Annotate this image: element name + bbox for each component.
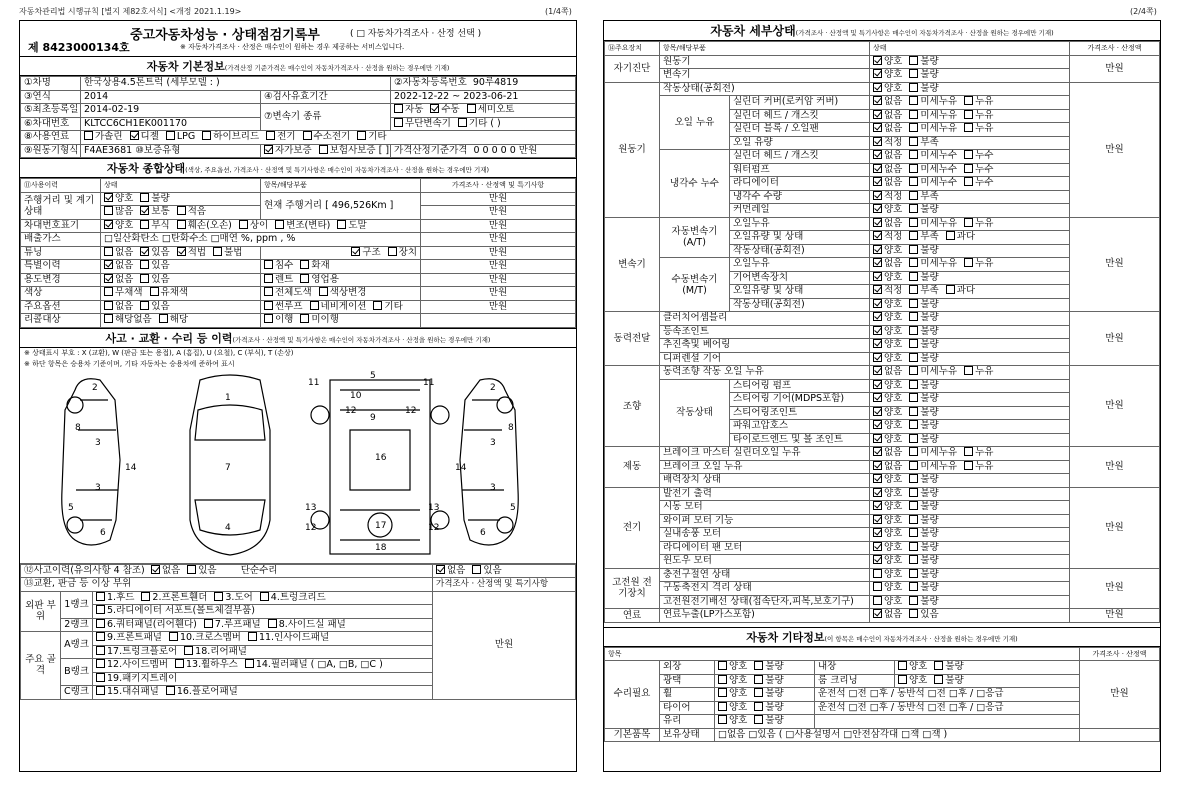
svg-text:5: 5: [68, 502, 74, 513]
svg-text:6: 6: [480, 527, 486, 538]
status-checkbox: [909, 56, 918, 65]
detail-row: [605, 447, 1160, 461]
etc-title: 자동차 기타정보(이 항목은 매수인이 자동차가격조사 · 산정을 원하는 경우에만 기재): [604, 627, 1160, 647]
basic-info-title: 자동차 기본정보(가격산정 기준가격은 매수인이 자동차가격조사 · 산정을 원하는 경우에만 기재): [20, 57, 576, 76]
detail-status: 없음 미세누유 누유: [870, 109, 1070, 123]
summary-table: ⑪사용이력 상태 항목/해당부품 가격조사 · 산정액 및 특기사항 주행거리 및 계기상태 양호 불량 현재 주행거리 [ 496,526Km ] 만원 많음 보통 적음 만원 차대번호표기 양호 부식 훼손(오손) 상이 변조(변타) 도말 만원 배출가스 □일산화탄소 □탄화수소 □매연 %, ppm , % 만원 튜닝 없음 있음 적법 불법 구조 장치 만원 특별이력 없음 있음 침수 화재 만원 용도변경 없음 있음 렌트 영업용 만원 색상 무채색 유채색 전체도색 색상변경 만원 주요옵션 없음 있음 썬루프 네비게이션 기타 만원 리콜대상 해당없음 해당 이행 미이행: [20, 178, 576, 328]
title-note: ※ 자동차가격조사 · 산정은 매수인이 원하는 경우 제공하는 서비스입니다.: [180, 43, 405, 51]
status-checkbox: [873, 285, 882, 294]
detail-item: 실린더 커버(로커암 커버): [730, 96, 870, 110]
car-diagram: [20, 370, 576, 564]
detail-category: 오일 누유: [660, 96, 730, 150]
status-checkbox: [909, 542, 918, 551]
detail-price: 만원: [1070, 312, 1160, 366]
svg-text:9: 9: [370, 412, 376, 423]
svg-text:8: 8: [75, 422, 81, 433]
detail-status: 없음 미세누수 누수: [870, 163, 1070, 177]
status-checkbox: [909, 191, 918, 200]
doc-number: 제 8423000134호: [28, 41, 130, 54]
status-checkbox: [873, 339, 882, 348]
status-checkbox: [873, 191, 882, 200]
detail-category: 수동변속기 (M/T): [660, 258, 730, 312]
detail-price: 만원: [1070, 568, 1160, 609]
svg-text:2: 2: [92, 382, 98, 393]
status-checkbox: [964, 366, 973, 375]
status-checkbox: [964, 218, 973, 227]
status-checkbox: [909, 69, 918, 78]
svg-text:3: 3: [95, 437, 101, 448]
status-checkbox: [909, 231, 918, 240]
detail-status: 양호 불량: [870, 568, 1070, 582]
status-checkbox: [964, 96, 973, 105]
svg-text:10: 10: [350, 390, 362, 401]
status-checkbox: [964, 110, 973, 119]
etc-row: 휠 양호 불량 운전석 □전 □후 / 동반석 □전 □후 / □응급: [605, 688, 1160, 702]
detail-table: ⑭주요장치 항목/해당부품 상태 가격조사 · 산정액 자기진단 원동기 양호 불량 만원 변속기 양호 불량 원동기 작동상태(공회전) 양호 불량 만원 오일 누유 실린더 커버(로커암 커버) 없음 미세누유 누유 실린더 헤드 / 개스킷 없음 미세누유 누유 실린더 블록 / 오일팬 없음 미세누유 누유 오일 유량 적정 부족 냉각수 누수 실린더 헤드 / 개스킷 없음 미세누수 누수 워터펌프 없음 미세누수 누수 라디에이터 없음 미세누수 누수 냉각수 수량 적정 부족 커먼레일 양호 불량 변속기 자동변속기 (A/T) 오일누유 없음 미세누유 누유 만원 오일유량 및 상태 적정 부족 과다 작동상태(공회전) 양호 불량 수동변속기 (M/T) 오일누유 없음 미세누유 누유 기어변속장치 양호 불량 오일유량 및 상태 적정 부족 과다 작동상태(공회전) 양호 불량 동력전달 클러치어셈블리 양호 불량 만원 등속조인트 양호 불량 추진축및 베어링 양호 불량 디퍼렌셜 기어 양호 불량 조향 동력조향 작동 오일 누유 없음 미세누유 누유 만원 작동상태 스티어링 펌프 양호 불량 스티어링 기어(MDPS포함) 양호 불량 스티어링조인트 양호 불량 파워고압호스 양호 불량 타이로드엔드 및 볼 조인트 양호 불량 제동 브레이크 마스터 실린더오일 누유 없음 미세누유 누유 만원 브레이크 오일 누유 없음 미세누유 누유 배력장치 상태 양호 불량 전기 발전기 출력 양호 불량 만원 시동 모터 양호 불량 와이퍼 모터 기능 양호 불량 실내송풍 모터 양호 불량 라디에이터 팬 모터 양호 불량 윈도우 모터 양호 불량 고전원 전기장치 충전구절연 상태 양호 불량 만원 구동축전지 격리 상태 양호 불량 고전원전기배선 상태(접속단자,피복,보호기구) 양호 불량 연료 연료누출(LP가스포함) 없음 있음 만원: [604, 41, 1160, 623]
detail-status: 양호 불량: [870, 582, 1070, 596]
detail-item: 클러치어셈블리: [660, 312, 870, 326]
svg-text:14: 14: [455, 462, 467, 473]
status-checkbox: [873, 83, 882, 92]
status-checkbox: [909, 555, 918, 564]
status-checkbox: [873, 380, 882, 389]
detail-row: [605, 487, 1160, 501]
svg-text:11: 11: [423, 377, 435, 388]
status-checkbox: [964, 258, 973, 267]
car-diagram-area: [20, 370, 576, 564]
status-checkbox: [909, 96, 918, 105]
status-checkbox: [909, 582, 918, 591]
detail-item: 냉각수 수량: [730, 190, 870, 204]
svg-text:3: 3: [95, 482, 101, 493]
detail-item: 고전원전기배선 상태(접속단자,피복,보호기구): [660, 595, 870, 609]
detail-price: 만원: [1070, 82, 1160, 217]
status-checkbox: [873, 312, 882, 321]
vin: KLTCC6CH1EK001170: [81, 117, 261, 131]
status-checkbox: [873, 596, 882, 605]
status-checkbox: [964, 164, 973, 173]
detail-item: 실린더 블록 / 오일팬: [730, 123, 870, 137]
detail-item: 추진축및 베어링: [660, 339, 870, 353]
group-name: 고전원 전기장치: [605, 568, 660, 609]
status-checkbox: [909, 528, 918, 537]
status-checkbox: [909, 312, 918, 321]
status-checkbox: [873, 218, 882, 227]
base-price: 0 0 0 0 0 만원: [473, 144, 538, 156]
status-checkbox: [909, 110, 918, 119]
status-checkbox: [909, 204, 918, 213]
page1-header: 자동차관리법 시행규칙 [별지 제82호서식] <개정 2021.1.19>: [19, 7, 242, 16]
svg-text:12: 12: [405, 405, 417, 416]
detail-item: 원동기: [660, 55, 870, 69]
odometer-value: 현재 주행거리 [ 496,526Km ]: [261, 192, 421, 219]
svg-text:5: 5: [510, 502, 516, 513]
status-checkbox: [873, 515, 882, 524]
doc-title: 중고자동차성능 · 상태점검기록부: [130, 28, 320, 43]
svg-text:12: 12: [428, 522, 440, 533]
detail-item: 와이퍼 모터 기능: [660, 514, 870, 528]
detail-row: [605, 366, 1160, 380]
status-checkbox: [909, 177, 918, 186]
detail-price: 만원: [1070, 609, 1160, 623]
status-checkbox: [909, 569, 918, 578]
detail-item: 충전구절연 상태: [660, 568, 870, 582]
status-checkbox: [873, 110, 882, 119]
detail-status: 양호 불량: [870, 595, 1070, 609]
year: 2014: [81, 90, 261, 104]
status-checkbox: [873, 609, 882, 618]
page-2: [603, 20, 1161, 772]
detail-item: 라디에이터: [730, 177, 870, 191]
status-checkbox: [909, 164, 918, 173]
status-checkbox: [873, 258, 882, 267]
detail-price: 만원: [1070, 217, 1160, 312]
status-checkbox: [909, 474, 918, 483]
status-checkbox: [964, 123, 973, 132]
svg-text:2: 2: [490, 382, 496, 393]
svg-text:5: 5: [370, 370, 376, 381]
detail-item: 오일유량 및 상태: [730, 231, 870, 245]
detail-status: 양호 불량: [870, 393, 1070, 407]
detail-status: 양호 불량: [870, 487, 1070, 501]
svg-text:8: 8: [508, 422, 514, 433]
detail-price: 만원: [1070, 55, 1160, 82]
status-checkbox: [909, 596, 918, 605]
detail-status: 없음 미세누유 누유: [870, 123, 1070, 137]
detail-item: 기어변속장치: [730, 271, 870, 285]
page2-pagenum: (2/4쪽): [1130, 7, 1157, 16]
status-checkbox: [873, 177, 882, 186]
svg-text:17: 17: [375, 520, 387, 531]
status-checkbox: [909, 299, 918, 308]
detail-status: 양호 불량: [870, 325, 1070, 339]
detail-item: 디퍼렌셜 기어: [660, 352, 870, 366]
detail-status: 양호 불량: [870, 474, 1070, 488]
detail-item: 실내송풍 모터: [660, 528, 870, 542]
fuel-options: 가솔린 디젤 LPG 하이브리드 전기 수소전기 기타: [81, 131, 576, 145]
detail-status: 없음 미세누유 누유: [870, 366, 1070, 380]
status-checkbox: [873, 137, 882, 146]
detail-category: 자동변속기 (A/T): [660, 217, 730, 258]
status-checkbox: [909, 258, 918, 267]
status-checkbox: [873, 555, 882, 564]
detail-status: 양호 불량: [870, 433, 1070, 447]
detail-row: [605, 312, 1160, 326]
title-option: ( □ 자동차가격조사 · 산정 선택 ): [350, 29, 482, 39]
inspect-period: 2022-12-22 ~ 2023-06-21: [391, 90, 576, 104]
accident-title: 사고 · 교환 · 수리 등 이력(가격조사 · 산정액 및 특기사항은 매수인이 자동차가격조사 · 산정을 원하는 경우에만 기재): [20, 328, 576, 348]
first-reg: 2014-02-19: [81, 104, 261, 118]
detail-status: 양호 불량: [870, 69, 1070, 83]
detail-item: 타이로드엔드 및 볼 조인트: [730, 433, 870, 447]
detail-category: 작동상태: [660, 379, 730, 447]
status-checkbox: [909, 150, 918, 159]
status-checkbox: [873, 69, 882, 78]
detail-item: 작동상태(공회전): [730, 298, 870, 312]
status-checkbox: [873, 434, 882, 443]
detail-title: 자동차 세부상태(가격조사 · 산정액 및 특기사항은 매수인이 자동차가격조사 · 산정을 원하는 경우에만 기재): [604, 21, 1160, 41]
status-checkbox: [964, 177, 973, 186]
detail-status: 없음 미세누유 누유: [870, 258, 1070, 272]
status-checkbox: [873, 569, 882, 578]
detail-item: 오일누유: [730, 258, 870, 272]
status-checkbox: [873, 474, 882, 483]
status-checkbox: [909, 285, 918, 294]
status-checkbox: [909, 272, 918, 281]
status-checkbox: [873, 245, 882, 254]
status-checkbox: [909, 218, 918, 227]
svg-text:12: 12: [345, 405, 357, 416]
status-checkbox: [873, 420, 882, 429]
detail-status: 양호 불량: [870, 379, 1070, 393]
detail-status: 적정 부족 과다: [870, 285, 1070, 299]
detail-item: 등속조인트: [660, 325, 870, 339]
detail-status: 없음 미세누유 누유: [870, 460, 1070, 474]
svg-text:13: 13: [428, 502, 440, 513]
group-name: 동력전달: [605, 312, 660, 366]
detail-row: [605, 55, 1160, 69]
legend-1: ※ 상태표시 부호 : X (교환), W (판금 또는 용접), A (흠집), U (요철), C (부식), T (손상): [24, 348, 294, 357]
status-checkbox: [873, 501, 882, 510]
detail-item: 동력조향 작동 오일 누유: [660, 366, 870, 380]
detail-status: 적정 부족: [870, 190, 1070, 204]
basic-info-table: ①차명 한국상용4.5톤트럭 (세부모델 : ) ②자동차등록번호 90루4819 ③연식 2014 ④검사유효기간 2022-12-22 ~ 2023-06-21 ⑤최초등록일 2014-02-19 ⑦변속기 종류 자동 수동 세미오토 ⑥차대번호 KLTCC6CH1EK001170 무단변속기 기타 ( ) ⑧사용연료 가솔린 디젤 LPG 하이브리드 전기 수소전기 기타 ⑨원동기형식 F4AE3681 ⑩보증유형 자가보증 보험사보증 [ ] 가격산정기준가격 0 0 0 0 0 만원: [20, 76, 576, 158]
status-checkbox: [909, 420, 918, 429]
status-checkbox: [909, 353, 918, 362]
svg-text:3: 3: [490, 482, 496, 493]
detail-item: 배력장치 상태: [660, 474, 870, 488]
detail-status: 양호 불량: [870, 339, 1070, 353]
status-checkbox: [909, 488, 918, 497]
detail-item: 라디에이터 팬 모터: [660, 541, 870, 555]
detail-status: 없음 있음: [870, 609, 1070, 623]
detail-item: 오일 유량: [730, 136, 870, 150]
status-checkbox: [873, 150, 882, 159]
detail-price: 만원: [1070, 366, 1160, 447]
status-checkbox: [873, 272, 882, 281]
detail-status: 양호 불량: [870, 312, 1070, 326]
detail-item: 변속기: [660, 69, 870, 83]
detail-status: 없음 미세누유 누유: [870, 447, 1070, 461]
detail-status: 없음 미세누유 누유: [870, 96, 1070, 110]
status-checkbox: [873, 96, 882, 105]
detail-price: 만원: [1070, 447, 1160, 488]
detail-status: 양호 불량: [870, 204, 1070, 218]
accident-table: ⑫사고이력(유의사항 4 참조) 없음 있음 단순수리 없음 있음 ⑬교환, 판금 등 이상 부위 가격조사 · 산정액 및 특기사항 외판 부위 1랭크 1.후드 2.프론트휀더 3.도어 4.트렁크리드 만원 5.라디에이터 서포트(볼트체결부품) 2랭크 6.쿼터패널(리어휀다) 7.루프패널 8.사이드실 패널 주요 골격 A랭크 9.프론트패널 10.크로스멤버 11.인사이드패널 17.트렁크플로어 18.리어패널 B랭크 12.사이드멤버 13.휠하우스 14.필러패널 ( □A, □B, □C ) 19.패키지트레이 C랭크 15.대쉬패널 16.플로어패널: [20, 564, 576, 700]
status-checkbox: [873, 164, 882, 173]
detail-item: 스티어링조인트: [730, 406, 870, 420]
status-checkbox: [873, 366, 882, 375]
status-checkbox: [873, 353, 882, 362]
status-checkbox: [873, 407, 882, 416]
detail-row: [605, 609, 1160, 623]
etc-row: 수리필요 외장 양호 불량 내장 양호 불량 만원: [605, 661, 1160, 675]
detail-item: 시동 모터: [660, 501, 870, 515]
svg-text:11: 11: [308, 377, 320, 388]
detail-status: 양호 불량: [870, 55, 1070, 69]
detail-item: 파워고압호스: [730, 420, 870, 434]
status-checkbox: [909, 609, 918, 618]
status-checkbox: [873, 326, 882, 335]
status-checkbox: [909, 137, 918, 146]
status-checkbox: [873, 528, 882, 537]
svg-text:4: 4: [225, 522, 231, 533]
detail-item: 스티어링 기어(MDPS포함): [730, 393, 870, 407]
detail-status: 양호 불량: [870, 501, 1070, 515]
status-checkbox: [909, 407, 918, 416]
detail-item: 커먼레일: [730, 204, 870, 218]
detail-status: 적정 부족: [870, 136, 1070, 150]
svg-text:3: 3: [490, 437, 496, 448]
engine-type: F4AE3681: [84, 144, 133, 156]
detail-item: 연료누출(LP가스포함): [660, 609, 870, 623]
etc-row: 타이어 양호 불량 운전석 □전 □후 / 동반석 □전 □후 / □응급: [605, 701, 1160, 715]
trans-manual-check: [430, 104, 439, 113]
status-checkbox: [946, 285, 955, 294]
etc-row: 광택 양호 불량 룸 크리닝 양호 불량: [605, 674, 1160, 688]
etc-table: 항목 가격조사 · 산정액 수리필요 외장 양호 불량 내장 양호 불량 만원 광택 양호 불량 룸 크리닝 양호 불량 휠 양호 불량 운전석 □전 □후 / 동반석 □전 □후 / □응급 타이어 양호 불량 운전석 □전 □후 / 동반석 □전 □후 / □응급 유리 양호 불량 기본품목 보유상태 □없음 □있음 ( □사용설명서 □안전삼각대 □잭 □잭 ): [604, 647, 1160, 743]
detail-item: 워터펌프: [730, 163, 870, 177]
detail-item: 실린더 헤드 / 개스킷: [730, 150, 870, 164]
svg-text:12: 12: [305, 522, 317, 533]
status-checkbox: [909, 326, 918, 335]
detail-item: 구동축전지 격리 상태: [660, 582, 870, 596]
status-checkbox: [909, 83, 918, 92]
detail-category: 냉각수 누수: [660, 150, 730, 218]
group-name: 변속기: [605, 217, 660, 312]
detail-item: 발전기 출력: [660, 487, 870, 501]
status-checkbox: [873, 56, 882, 65]
status-checkbox: [873, 393, 882, 402]
detail-item: 브레이크 마스터 실린더오일 누유: [660, 447, 870, 461]
svg-text:13: 13: [305, 502, 317, 513]
detail-status: 양호 불량: [870, 420, 1070, 434]
group-name: 자기진단: [605, 55, 660, 82]
detail-status: 양호 불량: [870, 406, 1070, 420]
detail-status: 적정 부족 과다: [870, 231, 1070, 245]
svg-text:1: 1: [225, 392, 231, 403]
detail-status: 양호 불량: [870, 298, 1070, 312]
status-checkbox: [909, 339, 918, 348]
detail-row: [605, 568, 1160, 582]
detail-item: 오일누유: [730, 217, 870, 231]
status-checkbox: [873, 231, 882, 240]
summary-title: 자동차 종합상태(색상, 주요옵션, 가격조사 · 산정액 및 특기사항은 매수인이 자동차가격조사 · 산정을 원하는 경우에만 기재): [20, 158, 576, 178]
reg-no: 90루4819: [472, 77, 519, 89]
detail-status: 양호 불량: [870, 555, 1070, 569]
status-checkbox: [909, 380, 918, 389]
status-checkbox: [909, 434, 918, 443]
status-checkbox: [909, 366, 918, 375]
status-checkbox: [873, 299, 882, 308]
group-name: 연료: [605, 609, 660, 623]
doc-title-block: [20, 21, 576, 57]
group-name: 조향: [605, 366, 660, 447]
detail-status: 양호 불량: [870, 528, 1070, 542]
detail-status: 없음 미세누유 누유: [870, 217, 1070, 231]
status-checkbox: [909, 515, 918, 524]
page-1: [19, 20, 577, 772]
svg-text:14: 14: [125, 462, 137, 473]
group-name: 원동기: [605, 82, 660, 217]
status-checkbox: [909, 123, 918, 132]
svg-text:16: 16: [375, 452, 387, 463]
etc-row: 유리 양호 불량: [605, 715, 1160, 729]
legend-2: ※ 하단 항목은 승용차 기준이며, 기타 자동차는 승용차에 준하여 표시: [24, 359, 235, 368]
status-checkbox: [873, 542, 882, 551]
detail-item: 작동상태(공회전): [660, 82, 870, 96]
status-checkbox: [964, 461, 973, 470]
car-name: 한국상용4.5톤트럭 (세부모델 : ): [81, 77, 391, 91]
detail-price: 만원: [1070, 487, 1160, 568]
status-checkbox: [909, 461, 918, 470]
status-checkbox: [964, 150, 973, 159]
svg-text:6: 6: [100, 527, 106, 538]
detail-status: 양호 불량: [870, 82, 1070, 96]
detail-status: 없음 미세누수 누수: [870, 177, 1070, 191]
detail-status: 양호 불량: [870, 244, 1070, 258]
detail-item: 윈도우 모터: [660, 555, 870, 569]
group-name: 제동: [605, 447, 660, 488]
detail-item: 오일유량 및 상태: [730, 285, 870, 299]
detail-status: 양호 불량: [870, 271, 1070, 285]
status-checkbox: [909, 501, 918, 510]
detail-status: 양호 불량: [870, 352, 1070, 366]
detail-row: [605, 82, 1160, 96]
status-checkbox: [964, 447, 973, 456]
detail-status: 양호 불량: [870, 541, 1070, 555]
page1-pagenum: (1/4쪽): [545, 7, 572, 16]
status-checkbox: [873, 488, 882, 497]
status-checkbox: [873, 582, 882, 591]
detail-status: 양호 불량: [870, 514, 1070, 528]
status-checkbox: [946, 231, 955, 240]
detail-row: [605, 217, 1160, 231]
status-checkbox: [909, 393, 918, 402]
group-name: 전기: [605, 487, 660, 568]
status-checkbox: [873, 123, 882, 132]
detail-item: 브레이크 오일 누유: [660, 460, 870, 474]
status-checkbox: [909, 447, 918, 456]
svg-text:7: 7: [225, 462, 231, 473]
detail-item: 실린더 헤드 / 개스킷: [730, 109, 870, 123]
detail-item: 스티어링 펌프: [730, 379, 870, 393]
status-checkbox: [873, 461, 882, 470]
status-checkbox: [873, 447, 882, 456]
svg-text:18: 18: [375, 542, 387, 553]
status-checkbox: [873, 204, 882, 213]
detail-item: 작동상태(공회전): [730, 244, 870, 258]
status-checkbox: [909, 245, 918, 254]
detail-status: 없음 미세누수 누수: [870, 150, 1070, 164]
